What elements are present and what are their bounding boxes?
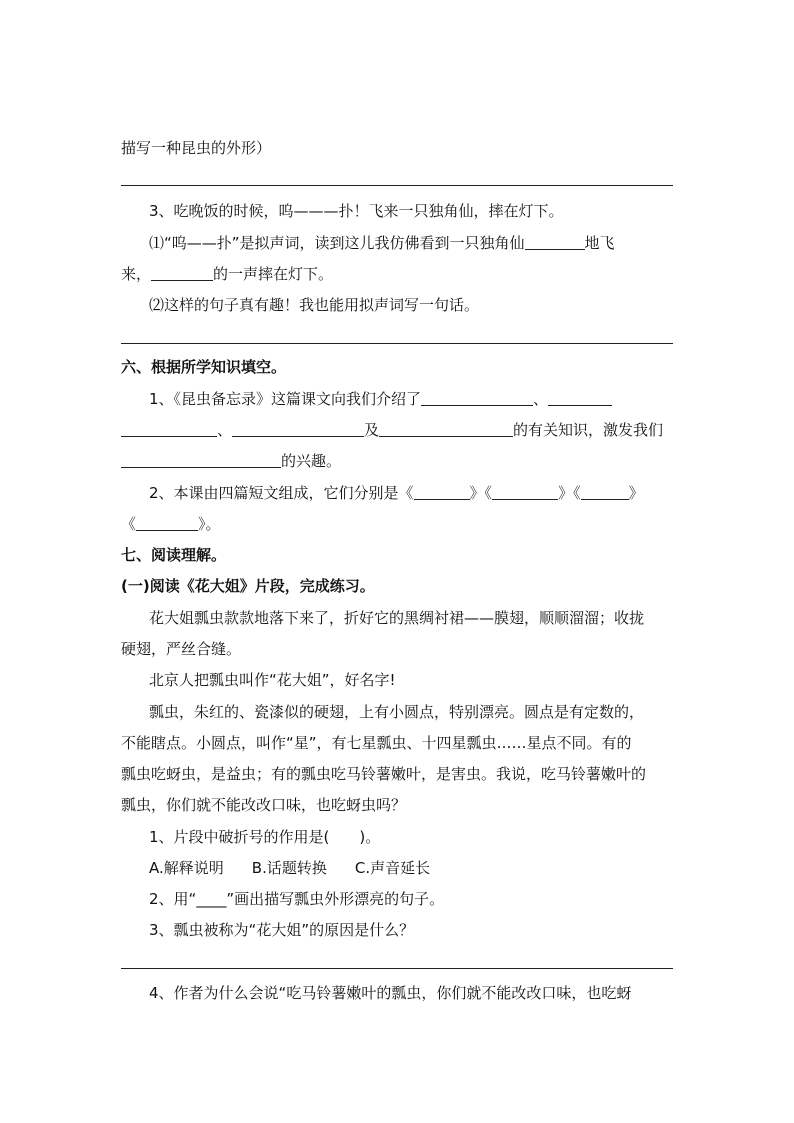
option-c[interactable]: C.声音延长: [354, 859, 431, 877]
passage-line: 花大姐瓢虫款款地落下来了，折好它的黑绸衬裙——膜翅，顺顺溜溜；收拢: [149, 609, 645, 627]
q5-tail-text: 描写一种昆虫的外形）: [121, 139, 272, 157]
sec7-q1-options: [149, 858, 430, 878]
fill-blank[interactable]: [581, 484, 629, 500]
passage-line: 瓢虫，你们就不能改改口味，也吃蚜虫吗？: [121, 796, 407, 814]
sec6-q2-line1: 2、本课由四篇短文组成，它们分别是《 》《 》《 》: [149, 484, 644, 502]
passage-line: 瓢虫，朱红的、瓷漆似的硬翅，上有小圆点，特别漂亮。圆点是有定数的，: [149, 703, 645, 721]
answer-line: [121, 968, 673, 969]
answer-line: [121, 185, 673, 186]
fill-blank[interactable]: [232, 421, 364, 437]
sec7-q4: 4、作者为什么会说“吃马铃薯嫩叶的瓢虫，你们就不能改改口味，也吃蚜: [149, 984, 632, 1002]
passage-line: 硬翅，严丝合缝。: [121, 640, 242, 658]
sec7-q2: 2、用“____”画出描写瓢虫外形漂亮的句子。: [149, 890, 445, 908]
fill-blank[interactable]: [121, 452, 281, 468]
fill-blank[interactable]: [414, 484, 470, 500]
fill-blank[interactable]: [136, 515, 198, 531]
fill-blank[interactable]: [151, 265, 213, 281]
q5-3-part2: ⑵这样的句子真有趣！我也能用拟声词写一句话。: [149, 296, 480, 314]
section-7-sub1-title: (一)阅读《花大姐》片段，完成练习。: [121, 577, 375, 595]
passage-line: 瓢虫吃蚜虫，是益虫；有的瓢虫吃马铃薯嫩叶，是害虫。我说，吃马铃薯嫩叶的: [121, 765, 647, 783]
sec7-q1: 1、片段中破折号的作用是( )。: [149, 828, 381, 846]
passage-line: 不能瞎点。小圆点，叫作“星”，有七星瓢虫、十四星瓢虫……星点不同。有的: [121, 734, 632, 752]
option-a[interactable]: A.解释说明: [149, 859, 224, 877]
option-b[interactable]: B.话题转换: [251, 859, 327, 877]
fill-blank[interactable]: [548, 390, 612, 406]
q5-3-part1-line1: ⑴“呜——扑”是拟声词，读到这儿我仿佛看到一只独角仙 地飞: [149, 234, 615, 252]
q5-3-stem: 3、吃晚饭的时候，呜———扑！飞来一只独角仙，摔在灯下。: [149, 202, 564, 220]
sec6-q1-line3: 的兴趣。: [121, 451, 341, 471]
sec6-q1-line2: 、 及 的有关知识，激发我们: [121, 420, 663, 440]
answer-line: [121, 343, 673, 344]
fill-blank[interactable]: [121, 421, 217, 437]
passage-line: 北京人把瓢虫叫作“花大姐”，好名字!: [149, 671, 396, 689]
section-7-title: 七、阅读理解。: [121, 546, 227, 564]
sec6-q1-line1: 1、《昆虫备忘录》这篇课文向我们介绍了 、: [149, 389, 612, 409]
section-6-title: 六、根据所学知识填空。: [121, 358, 287, 376]
sec7-q3: 3、瓢虫被称为“花大姐”的原因是什么？: [149, 921, 415, 939]
sec6-q2-line2: 《 》。: [121, 515, 221, 533]
q5-3-part1-line2: 来， 的一声摔在灯下。: [121, 265, 334, 283]
fill-blank[interactable]: [492, 484, 558, 500]
fill-blank[interactable]: [525, 234, 585, 250]
fill-blank[interactable]: [421, 390, 533, 406]
fill-blank[interactable]: [379, 421, 513, 437]
